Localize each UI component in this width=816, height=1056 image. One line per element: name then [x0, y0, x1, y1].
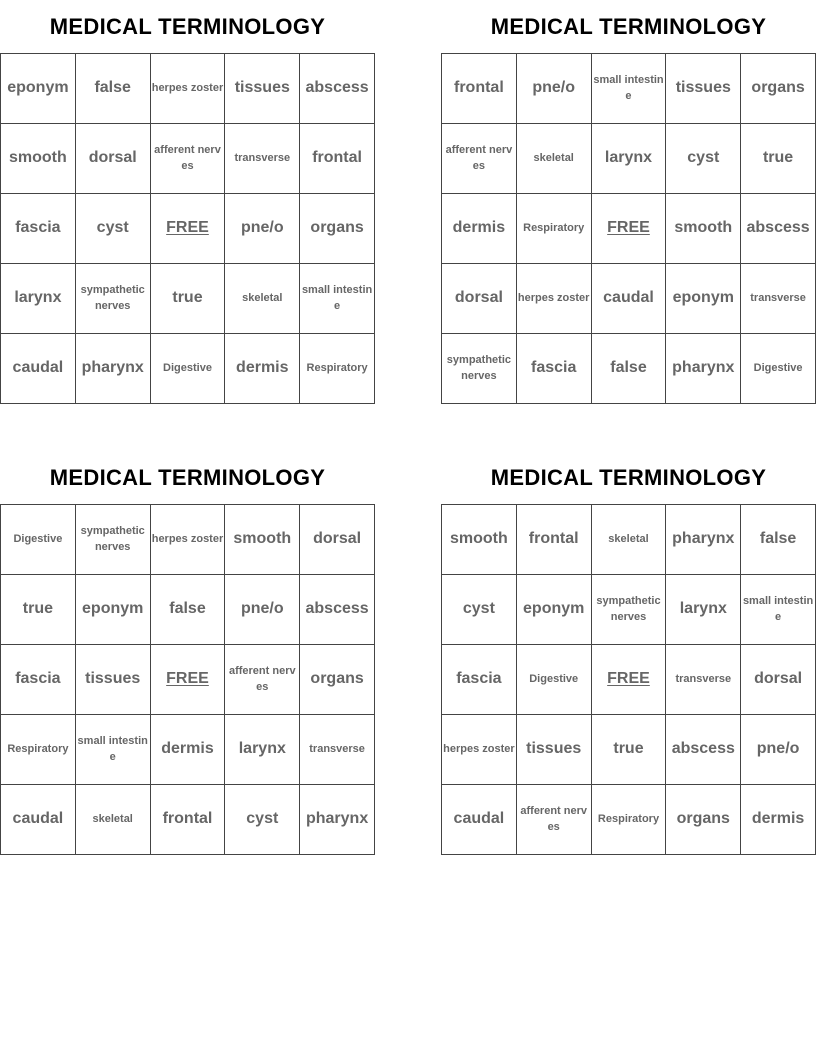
bingo-cell: afferent nerves: [442, 124, 517, 194]
bingo-cell: cyst: [666, 124, 741, 194]
bingo-cell: pharynx: [666, 505, 741, 575]
bingo-cell: Digestive: [741, 334, 816, 404]
bingo-cell: fascia: [1, 645, 76, 715]
bingo-cell: cyst: [225, 785, 300, 855]
bingo-cell: skeletal: [225, 264, 300, 334]
bingo-cell: dorsal: [442, 264, 517, 334]
bingo-grid: [0, 504, 375, 855]
bingo-cell: Digestive: [1, 505, 76, 575]
bingo-cell: organs: [300, 645, 375, 715]
bingo-cell: smooth: [666, 194, 741, 264]
bingo-cell: larynx: [225, 715, 300, 785]
bingo-cell: herpes zoster: [442, 715, 517, 785]
bingo-cell: eponym: [1, 54, 76, 124]
bingo-cell: dermis: [151, 715, 226, 785]
bingo-cell: cyst: [76, 194, 151, 264]
bingo-cell: Digestive: [517, 645, 592, 715]
bingo-cell: fascia: [442, 645, 517, 715]
bingo-cell: false: [592, 334, 667, 404]
bingo-cell: frontal: [442, 54, 517, 124]
bingo-cell: frontal: [517, 505, 592, 575]
bingo-cell: organs: [741, 54, 816, 124]
bingo-cell: skeletal: [592, 505, 667, 575]
bingo-cell: caudal: [1, 785, 76, 855]
bingo-cell: false: [151, 575, 226, 645]
bingo-cell: true: [741, 124, 816, 194]
bingo-cell: dorsal: [300, 505, 375, 575]
bingo-cell: frontal: [151, 785, 226, 855]
bingo-cell: abscess: [300, 575, 375, 645]
card-title: MEDICAL TERMINOLOGY: [49, 14, 326, 39]
bingo-cell: small intestine: [741, 575, 816, 645]
bingo-cell: Respiratory: [1, 715, 76, 785]
bingo-cell: pne/o: [225, 194, 300, 264]
bingo-cell: transverse: [741, 264, 816, 334]
bingo-cell: true: [151, 264, 226, 334]
bingo-cell: smooth: [1, 124, 76, 194]
bingo-cell: sympathetic nerves: [442, 334, 517, 404]
bingo-cell: caudal: [1, 334, 76, 404]
bingo-cell: pne/o: [517, 54, 592, 124]
bingo-grid: [0, 53, 375, 404]
bingo-cell: smooth: [225, 505, 300, 575]
bingo-grid: [441, 53, 816, 404]
bingo-cell: small intestine: [592, 54, 667, 124]
free-space: FREE: [151, 194, 226, 264]
bingo-cell: tissues: [225, 54, 300, 124]
bingo-cell: skeletal: [76, 785, 151, 855]
bingo-cell: true: [592, 715, 667, 785]
bingo-cell: tissues: [517, 715, 592, 785]
bingo-cell: transverse: [666, 645, 741, 715]
bingo-cell: fascia: [1, 194, 76, 264]
bingo-cell: abscess: [300, 54, 375, 124]
bingo-cell: pne/o: [741, 715, 816, 785]
bingo-cell: dermis: [741, 785, 816, 855]
bingo-cell: dorsal: [76, 124, 151, 194]
bingo-cell: cyst: [442, 575, 517, 645]
bingo-cell: tissues: [76, 645, 151, 715]
bingo-cell: caudal: [592, 264, 667, 334]
bingo-cell: false: [741, 505, 816, 575]
bingo-cell: transverse: [300, 715, 375, 785]
bingo-cell: small intestine: [300, 264, 375, 334]
free-space: FREE: [151, 645, 226, 715]
bingo-cell: pharynx: [76, 334, 151, 404]
bingo-cell: smooth: [442, 505, 517, 575]
bingo-cell: afferent nerves: [517, 785, 592, 855]
bingo-cell: Respiratory: [517, 194, 592, 264]
bingo-cell: organs: [666, 785, 741, 855]
bingo-cell: larynx: [1, 264, 76, 334]
bingo-cell: eponym: [76, 575, 151, 645]
card-title: MEDICAL TERMINOLOGY: [490, 14, 767, 39]
bingo-cell: herpes zoster: [517, 264, 592, 334]
bingo-grid: [441, 504, 816, 855]
bingo-cell: herpes zoster: [151, 54, 226, 124]
bingo-cell: eponym: [517, 575, 592, 645]
bingo-card-4: [441, 463, 816, 855]
bingo-cell: pne/o: [225, 575, 300, 645]
bingo-cell: abscess: [666, 715, 741, 785]
bingo-cell: transverse: [225, 124, 300, 194]
bingo-cell: dorsal: [741, 645, 816, 715]
bingo-cell: larynx: [592, 124, 667, 194]
bingo-cell: caudal: [442, 785, 517, 855]
bingo-cell: frontal: [300, 124, 375, 194]
bingo-cell: herpes zoster: [151, 505, 226, 575]
bingo-cell: Respiratory: [592, 785, 667, 855]
card-title: MEDICAL TERMINOLOGY: [490, 465, 767, 490]
bingo-cell: dermis: [442, 194, 517, 264]
bingo-cell: small intestine: [76, 715, 151, 785]
bingo-cell: skeletal: [517, 124, 592, 194]
bingo-cell: fascia: [517, 334, 592, 404]
bingo-cell: larynx: [666, 575, 741, 645]
bingo-cell: afferent nerves: [225, 645, 300, 715]
bingo-cell: Digestive: [151, 334, 226, 404]
bingo-cell: false: [76, 54, 151, 124]
bingo-cell: Respiratory: [300, 334, 375, 404]
bingo-card-2: [441, 12, 816, 404]
free-space: FREE: [592, 194, 667, 264]
bingo-cell: true: [1, 575, 76, 645]
bingo-card-1: [0, 12, 375, 404]
bingo-cell: sympathetic nerves: [76, 264, 151, 334]
free-space: FREE: [592, 645, 667, 715]
card-title: MEDICAL TERMINOLOGY: [49, 465, 326, 490]
bingo-cell: tissues: [666, 54, 741, 124]
bingo-cell: pharynx: [300, 785, 375, 855]
bingo-cell: dermis: [225, 334, 300, 404]
bingo-cell: abscess: [741, 194, 816, 264]
bingo-card-3: [0, 463, 375, 855]
bingo-cell: eponym: [666, 264, 741, 334]
bingo-cell: afferent nerves: [151, 124, 226, 194]
bingo-cell: sympathetic nerves: [76, 505, 151, 575]
bingo-cell: sympathetic nerves: [592, 575, 667, 645]
bingo-cell: organs: [300, 194, 375, 264]
bingo-cell: pharynx: [666, 334, 741, 404]
